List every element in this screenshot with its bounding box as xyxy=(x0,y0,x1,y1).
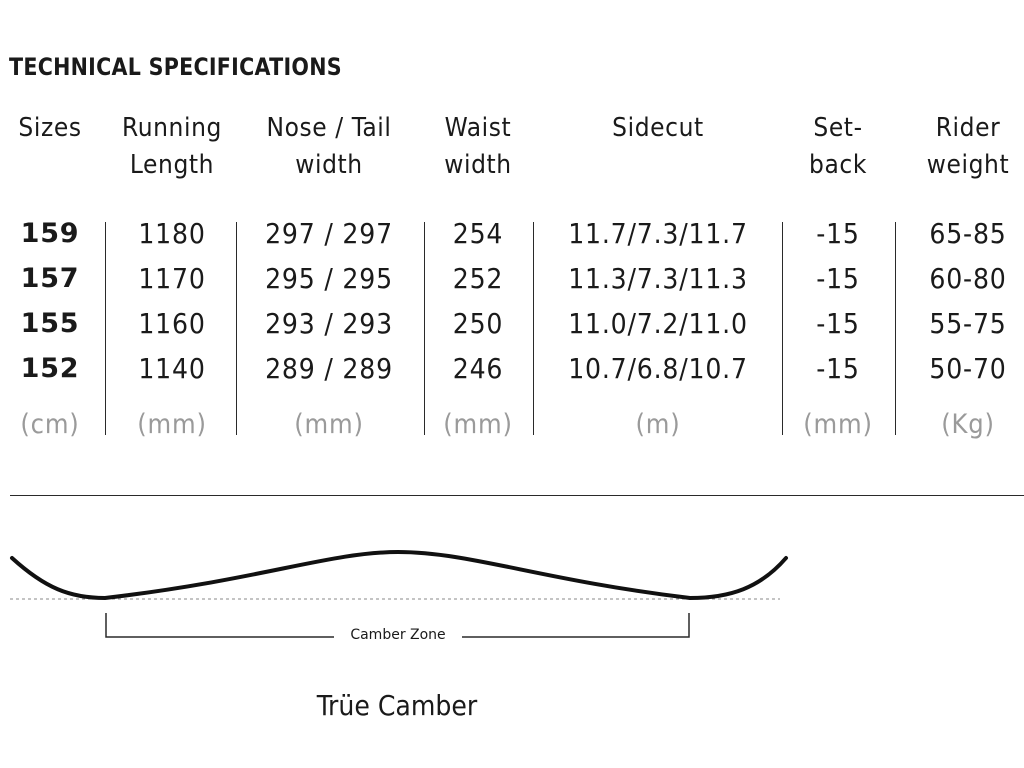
column-header-line: width xyxy=(444,150,512,180)
table-cell: 60-80 xyxy=(929,262,1007,295)
table-cell: 11.0/7.2/11.0 xyxy=(568,307,748,340)
column-header xyxy=(0,110,100,147)
unit-label: (cm) xyxy=(20,409,80,440)
column-divider xyxy=(533,222,534,435)
table-cell: -15 xyxy=(816,217,860,250)
column-header xyxy=(912,110,1024,184)
unit-label: (mm) xyxy=(294,409,364,440)
column-header-line: Waist xyxy=(444,113,512,143)
table-cell: 293 / 293 xyxy=(265,307,393,340)
section-heading: TECHNICAL SPECIFICATIONS xyxy=(9,53,342,81)
column-header-line: Set- xyxy=(813,113,863,143)
unit-label: (mm) xyxy=(137,409,207,440)
column-header xyxy=(790,110,886,184)
column-header-line: Sizes xyxy=(18,113,82,143)
table-cell: 1160 xyxy=(138,307,206,340)
table-cell: 11.7/7.3/11.7 xyxy=(568,217,748,250)
table-cell: -15 xyxy=(816,262,860,295)
camber-zone-bracket-left xyxy=(106,613,334,637)
column-header-line: Rider xyxy=(935,113,1001,143)
column-divider xyxy=(424,222,425,435)
table-cell: 250 xyxy=(452,307,504,340)
column-header-line: Running xyxy=(122,113,222,143)
unit-label: (m) xyxy=(635,409,681,440)
table-cell: 254 xyxy=(452,217,504,250)
unit-label: (mm) xyxy=(803,409,873,440)
board-profile-curve xyxy=(12,552,786,598)
table-cell: 295 / 295 xyxy=(265,262,393,295)
table-cell: 297 / 297 xyxy=(265,217,393,250)
table-cell: 50-70 xyxy=(929,352,1007,385)
camber-zone-bracket-right xyxy=(462,613,689,637)
column-header xyxy=(540,110,776,147)
camber-zone-label: Camber Zone xyxy=(350,627,446,643)
column-header-line: Nose / Tail xyxy=(266,113,392,143)
column-header-line: weight xyxy=(926,150,1010,180)
table-cell: -15 xyxy=(816,352,860,385)
column-divider xyxy=(236,222,237,435)
column-header-line: back xyxy=(809,150,867,180)
column-divider xyxy=(105,222,106,435)
table-cell: 246 xyxy=(452,352,504,385)
table-cell: 155 xyxy=(20,308,80,339)
column-header xyxy=(244,110,414,184)
column-divider xyxy=(895,222,896,435)
table-cell: 1170 xyxy=(138,262,206,295)
column-header-line: Length xyxy=(129,150,215,180)
table-cell: 11.3/7.3/11.3 xyxy=(568,262,748,295)
profile-name-label: Trüe Camber xyxy=(316,689,478,722)
table-cell: 10.7/6.8/10.7 xyxy=(568,352,748,385)
section-divider xyxy=(10,495,1024,496)
unit-label: (Kg) xyxy=(941,409,995,440)
table-cell: 252 xyxy=(452,262,504,295)
table-cell: 1140 xyxy=(138,352,206,385)
table-cell: 289 / 289 xyxy=(265,352,393,385)
table-cell: -15 xyxy=(816,307,860,340)
column-header-line: width xyxy=(295,150,363,180)
table-cell: 1180 xyxy=(138,217,206,250)
table-cell: 152 xyxy=(20,353,80,384)
column-header xyxy=(105,110,239,184)
unit-label: (mm) xyxy=(443,409,513,440)
column-header xyxy=(433,110,523,184)
table-cell: 55-75 xyxy=(929,307,1007,340)
column-divider xyxy=(782,222,783,435)
table-cell: 157 xyxy=(20,263,80,294)
column-header-line: Sidecut xyxy=(612,113,704,143)
table-cell: 65-85 xyxy=(929,217,1007,250)
table-cell: 159 xyxy=(20,218,80,249)
